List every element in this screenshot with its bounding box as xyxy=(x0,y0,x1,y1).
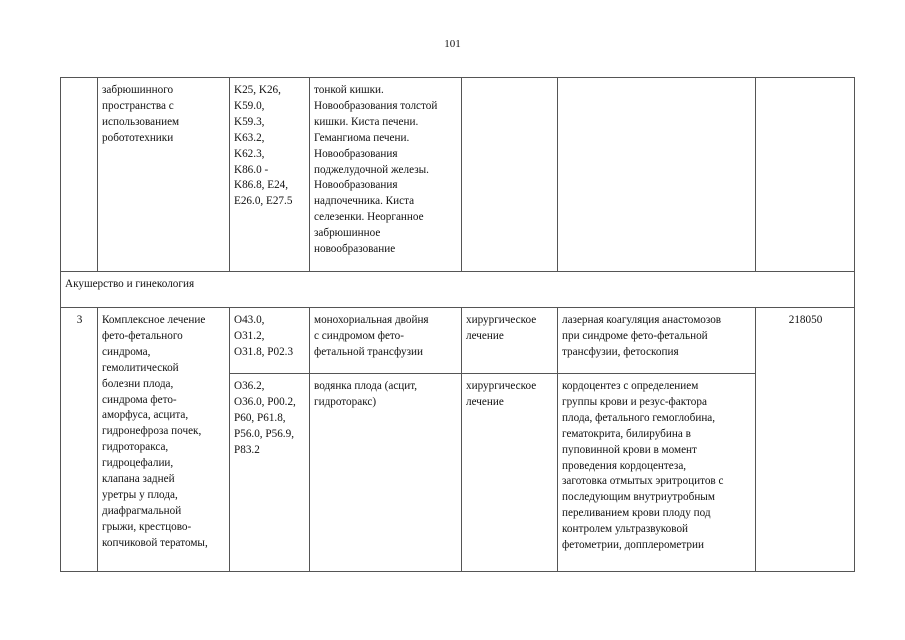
page-number: 101 xyxy=(444,38,461,50)
icd-codes-cell: O36.2, O36.0, P00.2, P60, P61.8, P56.0, P56.9, P83.2 xyxy=(230,374,310,572)
continuation-row xyxy=(61,78,855,272)
procedure-name-cell: забрюшинного пространства с использованием робототехники xyxy=(98,78,230,272)
icd-codes-cell: K25, K26, K59.0, K59.3, K63.2, K62.3, K86.0 - K86.8, E24, E26.0, E27.5 xyxy=(230,78,310,272)
price-cell xyxy=(756,78,855,272)
treatment-type-cell xyxy=(462,78,558,272)
treatment-method-cell xyxy=(558,78,756,272)
treatment-method-cell: лазерная коагуляция анастомозов при синдроме фето-фетальной трансфузии, фетоскопия xyxy=(558,308,756,374)
row-number-cell: 3 xyxy=(61,308,98,572)
price-cell: 218050 xyxy=(756,308,855,572)
patient-model-cell: тонкой кишки. Новообразования толстой кишки. Киста печени. Гемангиома печени. Новообразования поджелудочной железы. Новообразования надпочечника. Киста селезенки. Неорганное забрюшинное новообразование xyxy=(310,78,462,272)
procedure-name-cell: Комплексное лечение фето-фетального синдрома, гемолитической болезни плода, синдрома фето- аморфуса, асцита, гидронефроза почек, гидроторакса, гидроцефалии, клапана задней уретры у плода, диафрагмальной грыжи, крестцово- копчиковой тератомы, xyxy=(98,308,230,572)
treatment-type-cell: хирургическое лечение xyxy=(462,308,558,374)
treatment-type-cell: хирургическое лечение xyxy=(462,374,558,572)
row-number-cell xyxy=(61,78,98,272)
section-row xyxy=(61,272,855,308)
entry-row xyxy=(61,308,855,374)
treatment-table xyxy=(60,77,855,572)
section-title: Акушерство и гинекология xyxy=(61,272,855,308)
patient-model-cell: водянка плода (асцит, гидроторакс) xyxy=(310,374,462,572)
treatment-method-cell: кордоцентез с определением группы крови и резус-фактора плода, фетального гемоглобина, гематокрита, билирубина в пуповинной крови в момент проведения кордоцентеза, заготовка отмытых эритроцитов с последующим внутриутробным переливанием крови плоду под контролем ультразвуковой фетометрии, допплерометрии xyxy=(558,374,756,572)
icd-codes-cell: O43.0, O31.2, O31.8, P02.3 xyxy=(230,308,310,374)
patient-model-cell: монохориальная двойня с синдромом фето- фетальной трансфузии xyxy=(310,308,462,374)
